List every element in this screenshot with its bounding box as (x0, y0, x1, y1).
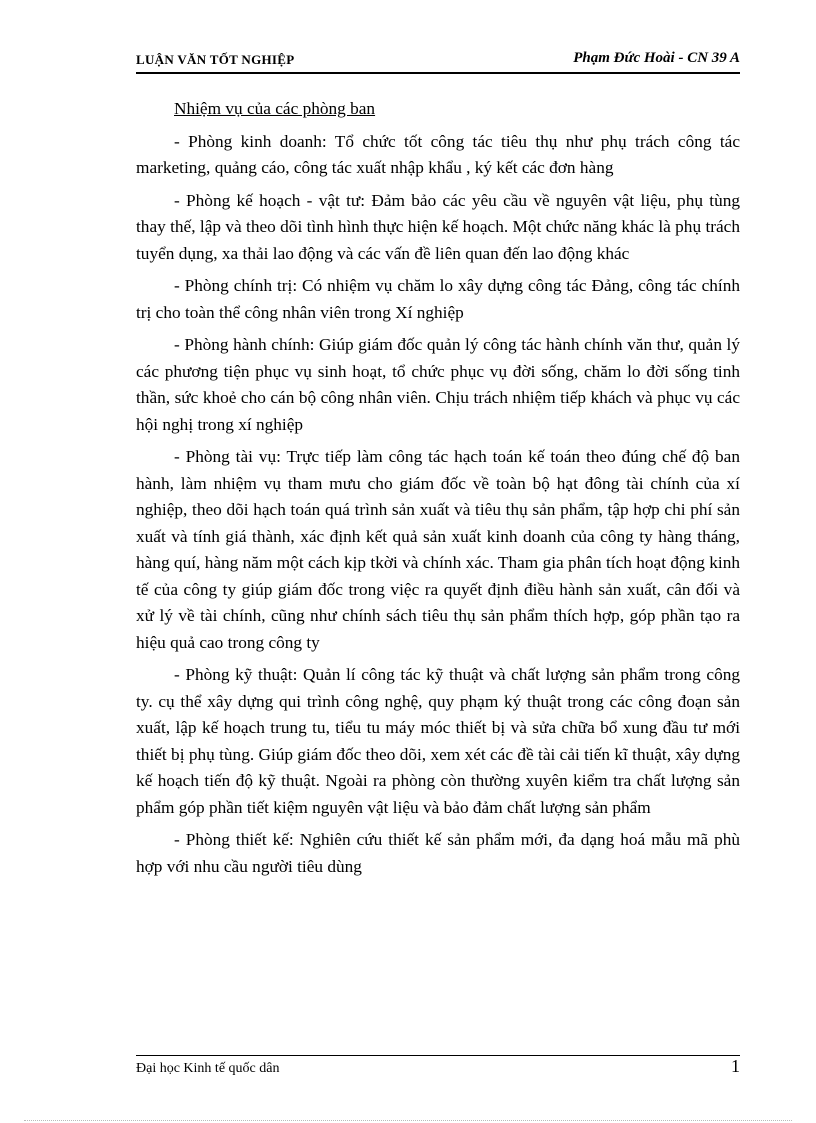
paragraph-kinh-doanh: - Phòng kinh doanh: Tổ chức tốt công tác tiêu thụ như phụ trách công tác marketing, quảng cáo, công tác xuất nhập khẩu , ký kết các đơn hàng (136, 131, 740, 177)
paragraph-ke-hoach: - Phòng kế hoạch - vật tư: Đảm bảo các yêu cầu về nguyên vật liệu, phụ tùng thay thế, lập và theo dõi tình hình thực hiện kế hoạch. Một chức năng khác là phụ trách tuyển dụng, xa thải lao động và các vấn đề liên quan đến lao động khác (136, 190, 740, 263)
page-number: 1 (731, 1056, 740, 1076)
document-body (136, 96, 740, 886)
paragraph-ky-thuat: - Phòng kỹ thuật: Quản lí công tác kỹ thuật và chất lượng sản phẩm trong công ty. cụ thể xây dựng qui trình công nghệ, quy phạm ký thuật trong các công đoạn sản xuất, lập kế hoạch trung tu, tiểu tu máy móc thiết bị và sửa chữa bổ xung đầu tư mới thiết bị phụ tùng. Giúp giám đốc theo dõi, xem xét các đề tài cải tiến kĩ thuật, xây dựng kế hoạch tiến độ kỹ thuật. Ngoài ra phòng còn thường xuyên kiểm tra chất lượng sản phẩm góp phần tiết kiệm nguyên vật liệu và bảo đảm chất lượng sản phẩm (136, 665, 740, 817)
page-header (136, 50, 740, 74)
page-edge-divider (24, 1120, 792, 1121)
paragraph-thiet-ke: - Phòng thiết kế: Nghiên cứu thiết kế sản phẩm mới, đa dạng hoá mẫu mã phù hợp với nhu cầu người tiêu dùng (136, 830, 740, 876)
footer-institution: Đại học Kinh tế quốc dân (136, 1061, 280, 1076)
header-author: Phạm Đức Hoài - CN 39 A (573, 50, 740, 66)
page-footer (136, 1055, 740, 1076)
paragraph-hanh-chinh: - Phòng hành chính: Giúp giám đốc quản lý công tác hành chính văn thư, quản lý các phương tiện phục vụ sinh hoạt, tổ chức phục vụ đời sống, chăm lo đời sống tinh thần, sức khoẻ cho cán bộ công nhân viên. Chịu trách nhiệm tiếp khách và phục vụ các hội nghị trong xí nghiệp (136, 335, 740, 434)
paragraph-chinh-tri: - Phòng chính trị: Có nhiệm vụ chăm lo xây dựng công tác Đảng, công tác chính trị cho toàn thể công nhân viên trong Xí nghiệp (136, 276, 740, 322)
header-title: LUẬN VĂN TỐT NGHIỆP (136, 52, 295, 67)
paragraph-tai-vu: - Phòng tài vụ: Trực tiếp làm công tác hạch toán kế toán theo đúng chế độ ban hành, làm nhiệm vụ tham mưu cho giám đốc về toàn bộ hạt đông tài chính của xí nghiệp, theo dõi hạch toán quá trình sản xuất và tiêu thụ sản phẩm, tập hợp chi phí sản xuất và tính giá thành, xác định kết quả sản xuất kinh doanh của công ty hàng tháng, hàng quí, hàng năm một cách kịp tkời và chính xác. Tham gia phân tích hoạt động kinh tế của công ty giúp giám đốc trong việc ra quyết định điều hành sản xuất, cân đối và xử lý về tài chính, cũng như chính sách tiêu thụ sản phẩm thích hợp, góp phần tạo ra hiệu quả cao trong công ty (136, 447, 740, 652)
section-heading: Nhiệm vụ của các phòng ban (174, 99, 376, 118)
